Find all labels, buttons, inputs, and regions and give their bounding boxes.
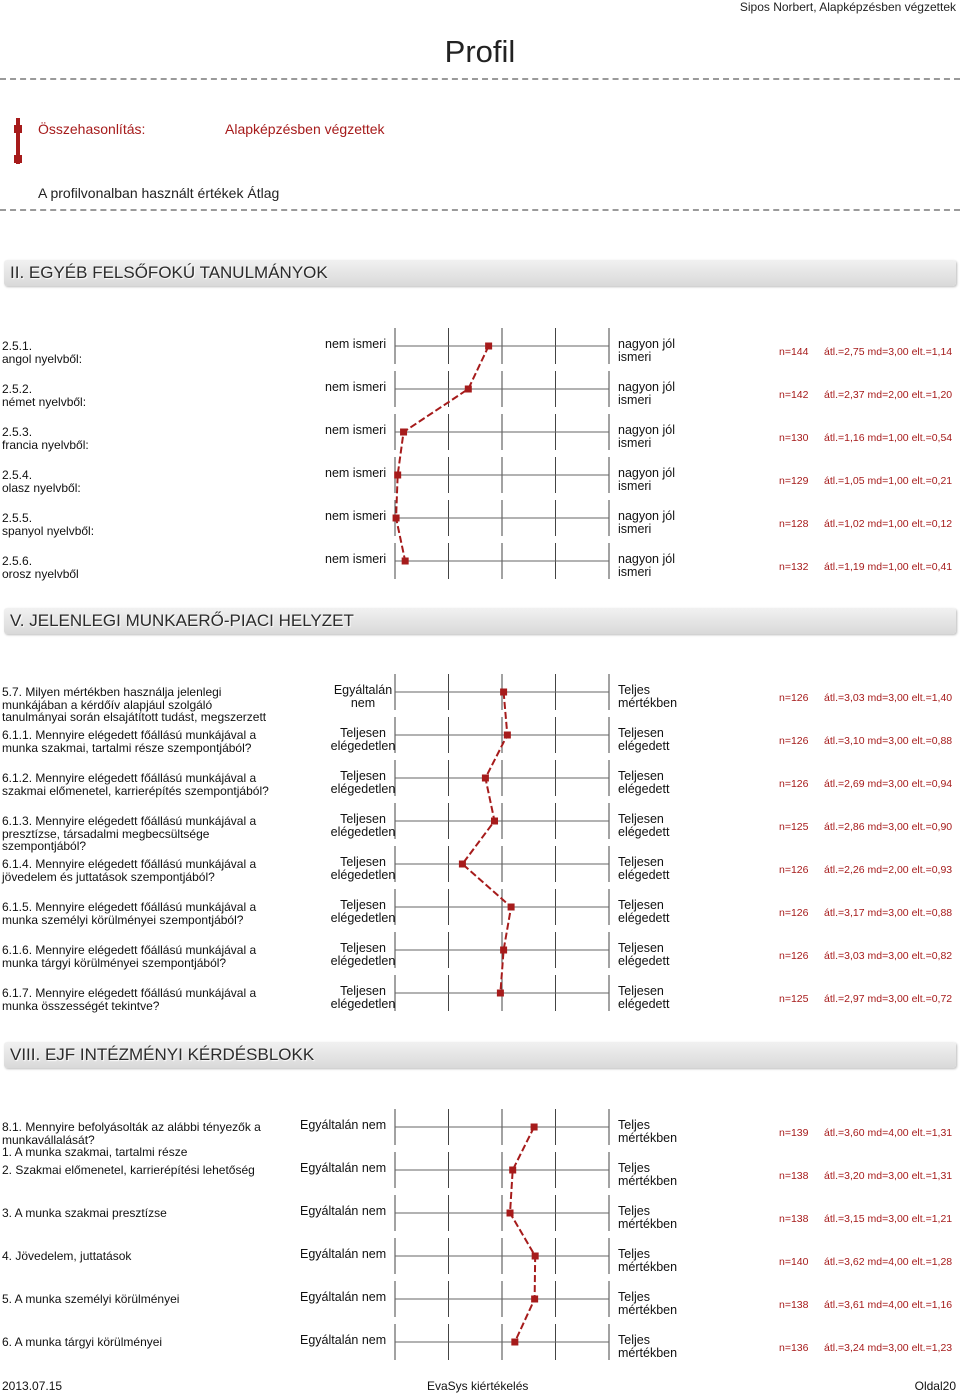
footer-date: 2013.07.15 [2, 1379, 63, 1393]
header-author-course: Sipos Norbert, Alapképzésben végzettek [739, 0, 956, 14]
scale-right-label: Teljesen elégedett [618, 769, 670, 796]
scale-right-label: nagyon jól ismeri [618, 552, 675, 579]
question-label: 6.1.4. Mennyire elégedett főállású munkájával a jövedelem és juttatások szempontjából? [2, 857, 257, 884]
scale-left-label: nem ismeri [325, 423, 387, 437]
scale-left-label: Egyáltalán nem [300, 1290, 387, 1304]
response-count: n=138 [779, 1299, 809, 1311]
response-count: n=126 [779, 907, 809, 919]
scale-left-label: nem ismeri [325, 337, 387, 351]
mean-marker [531, 1124, 538, 1131]
scale-right-label: Teljesen elégedett [618, 898, 670, 925]
scale-left-label: Teljesen elégedetlen [330, 726, 396, 753]
scale-left-label: Teljesen elégedetlen [330, 855, 396, 882]
response-count: n=139 [779, 1127, 809, 1139]
profile-line [396, 346, 489, 561]
scale-left-label: nem ismeri [325, 466, 387, 480]
question-label: 2.5.3. francia nyelvből: [2, 425, 89, 452]
section-title: V. JELENLEGI MUNKAERŐ-PIACI HELYZET [4, 608, 956, 634]
mean-marker [485, 343, 492, 350]
response-count: n=126 [779, 950, 809, 962]
question-label: 2.5.4. olasz nyelvből: [2, 468, 81, 495]
scale-right-label: nagyon jól ismeri [618, 337, 675, 364]
mean-marker [459, 861, 466, 868]
response-count: n=125 [779, 821, 809, 833]
summary-stats: átl.=1,16 md=1,00 elt.=0,54 [824, 432, 953, 444]
summary-stats: átl.=3,10 md=3,00 elt.=0,88 [824, 735, 953, 747]
summary-stats: átl.=1,05 md=1,00 elt.=0,21 [824, 475, 953, 487]
scale-left-label: Teljesen elégedetlen [330, 769, 396, 796]
summary-stats: átl.=1,19 md=1,00 elt.=0,41 [824, 561, 953, 573]
summary-stats: átl.=3,20 md=3,00 elt.=1,31 [824, 1170, 953, 1182]
summary-stats: átl.=2,26 md=2,00 elt.=0,93 [824, 864, 953, 876]
response-count: n=126 [779, 735, 809, 747]
response-count: n=132 [779, 561, 809, 573]
profile-line [510, 1127, 535, 1342]
scale-right-label: Teljes mértékben [618, 1118, 678, 1145]
scale-left-label: nem ismeri [325, 509, 387, 523]
response-count: n=125 [779, 993, 809, 1005]
response-count: n=138 [779, 1170, 809, 1182]
response-count: n=136 [779, 1342, 809, 1354]
mean-marker [400, 429, 407, 436]
question-label: 6.1.5. Mennyire elégedett főállású munkájával a munka személyi körülményei szempontjából? [2, 900, 257, 927]
scale-left-label: Egyáltalán nem [300, 1161, 387, 1175]
summary-stats: átl.=3,62 md=4,00 elt.=1,28 [824, 1256, 953, 1268]
scale-left-label: Teljesen elégedetlen [330, 812, 396, 839]
page-title: Profil [444, 34, 516, 69]
compare-value: Alapképzésben végzettek [225, 121, 385, 137]
summary-stats: átl.=2,75 md=3,00 elt.=1,14 [824, 346, 953, 358]
response-count: n=126 [779, 692, 809, 704]
question-label: 3. A munka szakmai presztízse [2, 1206, 167, 1220]
summary-stats: átl.=1,02 md=1,00 elt.=0,12 [824, 518, 953, 530]
scale-right-label: Teljes mértékben [618, 1333, 678, 1360]
summary-stats: átl.=3,17 md=3,00 elt.=0,88 [824, 907, 953, 919]
mean-marker [393, 515, 400, 522]
summary-stats: átl.=3,15 md=3,00 elt.=1,21 [824, 1213, 953, 1225]
scale-right-label: nagyon jól ismeri [618, 466, 675, 493]
mean-marker [504, 732, 511, 739]
question-label: 5.7. Milyen mértékben használja jelenlegi munkájában a kérdőív alapjául szolgáló tanulmányai során elsajátított tudást, megszerzett [2, 685, 267, 724]
mean-marker [491, 818, 498, 825]
response-count: n=144 [779, 346, 809, 358]
scale-right-label: Teljesen elégedett [618, 726, 670, 753]
mean-marker [508, 904, 515, 911]
summary-stats: átl.=2,86 md=3,00 elt.=0,90 [824, 821, 953, 833]
scale-left-label: nem ismeri [325, 552, 387, 566]
question-label: 5. A munka személyi körülményei [2, 1292, 180, 1306]
scale-left-label: Egyáltalán nem [333, 683, 393, 710]
scale-right-label: nagyon jól ismeri [618, 509, 675, 536]
scale-right-label: Teljes mértékben [618, 1247, 678, 1274]
summary-stats: átl.=3,03 md=3,00 elt.=0,82 [824, 950, 953, 962]
question-label: 6. A munka tárgyi körülményei [2, 1335, 163, 1349]
response-count: n=142 [779, 389, 809, 401]
response-count: n=128 [779, 518, 809, 530]
mean-marker [509, 1167, 516, 1174]
scale-left-label: Egyáltalán nem [300, 1204, 387, 1218]
scale-left-label: nem ismeri [325, 380, 387, 394]
scale-right-label: Teljesen elégedett [618, 941, 670, 968]
mean-marker [531, 1296, 538, 1303]
summary-stats: átl.=3,24 md=3,00 elt.=1,23 [824, 1342, 953, 1354]
mean-marker [500, 947, 507, 954]
section-title: II. EGYÉB FELSŐFOKÚ TANULMÁNYOK [4, 260, 956, 286]
mean-marker [497, 990, 504, 997]
question-label: 6.1.1. Mennyire elégedett főállású munkájával a munka szakmai, tartalmi része szempontjából? [2, 728, 257, 755]
summary-stats: átl.=3,60 md=4,00 elt.=1,31 [824, 1127, 953, 1139]
question-label: 4. Jövedelem, juttatások [2, 1249, 132, 1263]
scale-left-label: Egyáltalán nem [300, 1118, 387, 1132]
summary-stats: átl.=2,97 md=3,00 elt.=0,72 [824, 993, 953, 1005]
scale-right-label: Teljesen elégedett [618, 855, 670, 882]
question-label: 6.1.3. Mennyire elégedett főállású munkájával a presztízse, társadalmi megbecsültsége szempontjából? [2, 814, 257, 853]
question-label: 2.5.1. angol nyelvből: [2, 339, 83, 366]
scale-left-label: Teljesen elégedetlen [330, 984, 396, 1011]
summary-stats: átl.=3,61 md=4,00 elt.=1,16 [824, 1299, 953, 1311]
scale-right-label: Teljes mértékben [618, 1290, 678, 1317]
scale-right-label: Teljes mértékben [618, 683, 678, 710]
scale-right-label: nagyon jól ismeri [618, 423, 675, 450]
mean-marker [507, 1210, 514, 1217]
scale-right-label: Teljesen elégedett [618, 812, 670, 839]
mean-marker [511, 1339, 518, 1346]
compare-label: Összehasonlítás: [38, 121, 146, 137]
question-label: 2.5.2. német nyelvből: [2, 382, 87, 409]
scale-left-label: Egyáltalán nem [300, 1247, 387, 1261]
scale-right-label: Teljes mértékben [618, 1161, 678, 1188]
response-count: n=126 [779, 778, 809, 790]
question-label: 6.1.7. Mennyire elégedett főállású munkájával a munka összességét tekintve? [2, 986, 257, 1013]
mean-marker [532, 1253, 539, 1260]
mean-marker [402, 558, 409, 565]
mean-marker [482, 775, 489, 782]
footer-page: Oldal20 [914, 1379, 956, 1393]
response-count: n=138 [779, 1213, 809, 1225]
mean-marker [500, 689, 507, 696]
mean-marker [465, 386, 472, 393]
scale-left-label: Teljesen elégedetlen [330, 941, 396, 968]
response-count: n=140 [779, 1256, 809, 1268]
response-count: n=130 [779, 432, 809, 444]
summary-stats: átl.=2,37 md=2,00 elt.=1,20 [824, 389, 953, 401]
scale-left-label: Egyáltalán nem [300, 1333, 387, 1347]
summary-stats: átl.=2,69 md=3,00 elt.=0,94 [824, 778, 953, 790]
question-label: 2. Szakmai előmenetel, karrierépítési lehetőség [2, 1163, 255, 1177]
scale-left-label: Teljesen elégedetlen [330, 898, 396, 925]
response-count: n=126 [779, 864, 809, 876]
question-label: 6.1.6. Mennyire elégedett főállású munkájával a munka tárgyi körülményei szempontjából? [2, 943, 257, 970]
footer-center: EvaSys kiértékelés [427, 1379, 529, 1393]
question-label: 2.5.6. orosz nyelvből [2, 554, 79, 581]
scale-right-label: Teljesen elégedett [618, 984, 670, 1011]
section-title: VIII. EJF INTÉZMÉNYI KÉRDÉSBLOKK [4, 1042, 956, 1068]
question-label: 8.1. Mennyire befolyásolták az alábbi tényezők a munkavállalását? 1. A munka szakmai, tartalmi része [2, 1120, 261, 1159]
response-count: n=129 [779, 475, 809, 487]
scale-right-label: Teljes mértékben [618, 1204, 678, 1231]
mean-marker [394, 472, 401, 479]
summary-stats: átl.=3,03 md=3,00 elt.=1,40 [824, 692, 953, 704]
question-label: 6.1.2. Mennyire elégedett főállású munkájával a szakmai előmenetel, karrierépítés szempontjából? [2, 771, 269, 798]
question-label: 2.5.5. spanyol nyelvből: [2, 511, 95, 538]
scale-right-label: nagyon jól ismeri [618, 380, 675, 407]
values-note: A profilvonalban használt értékek Átlag [38, 185, 280, 201]
